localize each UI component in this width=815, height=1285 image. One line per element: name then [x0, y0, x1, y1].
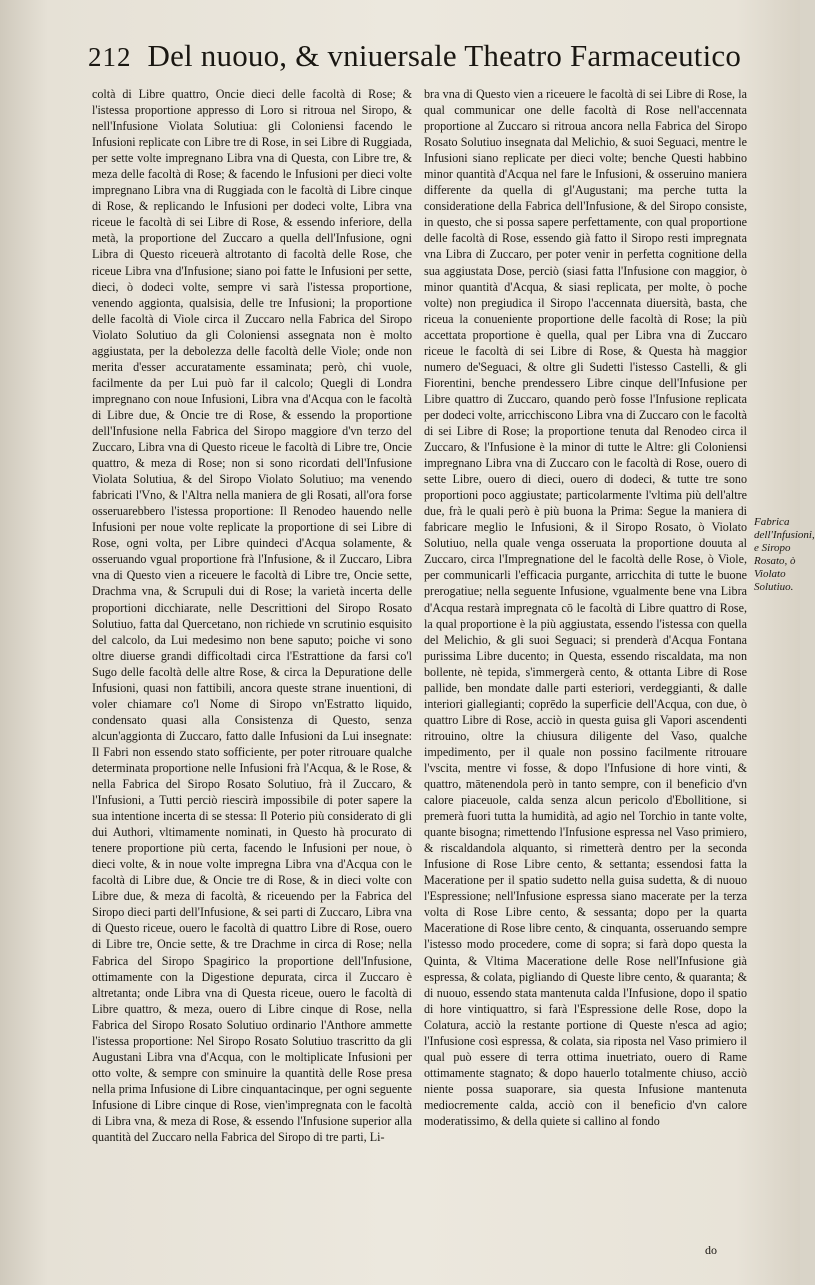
catchword: do [705, 1243, 717, 1257]
page-number: 212 [88, 42, 132, 72]
right-column-text: bra vna di Questo vien a riceuere le facoltà di sei Libre di Rose, la qual communicar one delle facoltà di Rose nell'accennata proportione al Zuccaro si ritroua ancora nella Fabrica del Siropo Rosato Solutiuo insegnata dal Melichio, & suoi Seguaci, mentre le Infusioni siano replicate per dieci volte; benche Questi habbino minor quantità d'Acqua nel fare le Infusioni, & osseruino maniera differente da quella di gl'Augustani; ma perche tutta la consideratione della Fabrica dell'Infusione, & del Siropo consiste, in questo, che si possa sapere perfettamente, con qual proportione delle facoltà di Rose, essendo già fatto il Siropo resti impregnata vna Libra di Zuccaro, per poter venir in perfetta cognitione della sua aggiustata Dose, perciò (siasi fatta l'Infusione con maggior, ò minor quantità d'Acqua, & siasi replicata, per molte, ò poche volte) non pregiudica il Siropo l'accennata diuersità, basta, che riceua la conueniente proportione delle facoltà di Rose; la più accettata proportione è quella, qual per Libra vna di Zuccaro riceue le facoltà di sei Libre di Rose, & Questa hà maggior numero de'Seguaci, & oltre gli Sudetti l'istesso Castelli, & gli Fiorentini, benche prendessero Libre cinque dell'Infusione per Libre quattro di Zuccaro, quando però fosse l'Infusione replicata per dodeci volte, arricchiscono Libra vna di Zuccaro con le facoltà di sei Libre di Rose; la proportione tenuta dal Renodeo circa il Zuccaro, & l'Infusione è la minor di tutte le Altre: gli Coloniensi impregnano Libra vna di Zuccaro con le facoltà di Rose, ouero di sette Libre, ouero di dieci, ouero di dodeci, & tutte tre sono proportioni poco aggiustate; particolarmente l'vltima più dell'altre due, frà le quali però è più buona la Prima: Segue la maniera di fabricare meglio le Infusioni, & il Siropo Rosato, ò Violato Solutiuo, nella quale venga osseruata la proportione douuta al Zuccaro, circa l'Impregnatione del le facoltà delle Rose, ò Viole, per communicarli l'efficacia purgante, arricchita di tutte le buone prerogatiue; nella seguente Infusione, vgualmente bene vna Libra d'Acqua restarà impregnata cō le facoltà di Libre quattro di Rose, la qual proportione è la più aggiustata, essendo l'istessa con quella del Melichio, & gli suoi Seguaci; si prenderà d'Acqua Fontana purissima Libre ducento; in Questa, essendo riscaldata, ma non bollente, nè tepida, s'immergerà cento, & ottanta Libre di Rose pallide, ben mondate dalle parti esteriori, verdeggianti, & dalle interiori giallegianti; coprēdo la superficie dell'Acqua, con due, ò quattro Libre di Rose, acciò in questa guisa gli Vapori ascendenti ritrouino, oltre la chiusura diligente del Vaso, qualche impedimento, per il quale non possino facilmente ritrouare l'vscita, mentre vi fosse, & dopo l'Infusione di hore vinti, & quattro, mātenendola però in tanto sempre, con il beneficio d'vn calore piaceuole, calda senza alcun pericolo d'Ebollitione, si premerà fuori tutta la humidità, ad agio nel Torchio in tante volte, quante bisogna; rimettendo l'Infusione espressa nel Vaso primiero, & riscaldandola alquanto, si rimetterà dentro per la seconda Infusione di Rose Libre cento, & settanta; essendosi fatta la Maceratione per il spatio sudetto nella guisa sudetta, & di nuouo l'Espressione; nell'Infusione espressa siano macerate per la terza volta di Rose Libre cento, & sessanta; dopo per la quarta Maceratione di Rose libre cento, & cinquanta, osseruando sempre l'istesso modo procedere, come di sopra; si farà dopo questa la Quinta, & Vltima Maceratione delle Rose nell'Infusione già espressa, & colata, pigliando di Queste libre cento, & quaranta; & di nuouo, essendo stata mantenuta calda l'Infusione, dopo il spatio di hore vintiquattro, si farà l'Espressione delle Rose, dopo la Colatura, acciò la restante portione di Queste n'esca ad agio; l'Infusione così espressa, & colata, sia riposta nel Vaso primiero il qual può essere di terra ottima inuetriato, ouero di Rame ottimamente stagnato; & dopo hauerlo totalmente chiuso, acciò niente possa suaporare, sia questa Infusione mantenuta mediocremente calda, acciò con il beneficio d'vn calore moderatissimo, & della quiete si callino al fondo [424, 87, 747, 1128]
running-title: Del nuouo, & vniuersale Theatro Farmaceutico [147, 38, 742, 73]
left-text-column [92, 86, 412, 1236]
page-header [88, 38, 768, 84]
right-text-column [424, 86, 747, 1261]
marginal-note: Fabrica dell'Infusioni, e Siropo Rosato, ò Violato Solutiuo. [754, 516, 815, 593]
left-column-text: coltà di Libre quattro, Oncie dieci delle facoltà di Rose; & l'istessa proportione appresso di Loro si ritroua nel Siropo, & nell'Infusione Violata Solutiua: gli Coloniensi facendo le Infusioni replicate con Libre tre di Rose, in sei Libre di Ruggiada, per sette volte impregnano Libra vna di Questa, con Libre tre, & meza delle facoltà di Rose; & facendo le Infusioni per dieci volte impregnano Libra vna di Ruggiada con le facoltà di Libre cinque di Rose, & replicando le Infusioni per dodeci volte, Libra vna riceue le facoltà di sei Libre di Rose, & essendo inferiore, della metà, la proportione del Zuccaro a quella dell'Infusione, ogni Libra di Questo riceuerà altrotanto di facoltà delle Rose, che riceue Libra vna d'Infusione; siano poi fatte le Infusioni per sette, dieci, ò dodeci volte, sempre vi sarà l'istessa proportione, venendo aggionta, qualsisia, delle tre Infusioni; la proportione delle facoltà di Viole circa il Zuccaro nella Fabrica del Siropo Violato Solutiuo da gli Coloniensi assegnata non è molto aggiustata, per la debolezza delle facoltà delle Viole; onde non merita d'esser accuratamente essaminata; però, chi vuole, facilmente da per Lui può far il calcolo; Quegli di Londra impregnano con noue Infusioni, Libra vna d'Acqua con le facoltà di Libre due, & Oncie tre di Rose, & essendo la proportione dell'Infusione nella Fabrica del Siropo maggiore d'vn terzo del Zuccaro, Libra vna di Questo riceue le facoltà di Libre tre, Oncie quattro, & meza di Rose; non si sono ricordati dell'Infusione Violata Solutiua, & del Siropo Violato Solutiuo; ma venendo fabricati l'Vno, & l'Altra nella maniera de gli Rosati, all'ora forse osseruarebbero l'istessa proportione: Il Renodeo hauendo nelle Infusioni per noue volte replicate la proportione di sei Libre di Rose, ogni volta, per Libre quindeci d'Acqua solamente, & osseruando vgual proportione frà l'Infusione, & il Zuccaro, Libra vna di Questo vien a riceuere le facoltà di Libre tre, Oncie sette, Drachma vna, & Scrupuli dui di Rose; la varietà incerta delle proportioni dicchiarate, nelle Descrittioni del Siropo Rosato Solutiuo, fatta dal Quercetano, non richiede vn scrutinio esquisito del calcolo, da Lui medesimo non bene saputo; poiche vi sono oltre diuerse grandi difficoltadi circa l'Estrattione da farsi co'l Sugo delle facoltà delle altre Rose, & circa la Depuratione delle Infusioni, quasi non fattibili, ancora queste strane inuentioni, di voler chiamare co'l Nome di Siropo vn'Estratto liquido, condensato quasi alla Consistenza di Questo, senza alcun'aggionta di Zuccaro, fatto dalle Infusioni da Lui insegnate: Il Fabri non essendo stato sofficiente, per poter ritrouare qualche determinata proportione nelle Infusioni frà l'Acqua, & le Rose, & nella Fabrica del Siropo Rosato Solutiuo, frà il Zuccaro, & l'Infusioni, a Tutti perciò riescirà impossibile di poter sapere la sua intentione incerta di se stessa: Il Poterio più considerato di gli dui Authori, vltimamente nominati, in Questo hà procurato di tenere proportione più certa, facendo le Infusioni per noue, ò dieci volte, & in noue volte impregna Libra vna d'Acqua con le facoltà di Libre due, & Oncie tre di Rose, & in dieci volte con Libre due, & meza di facoltà, & riceuendo per la Fabrica del Siropo dieci parti dell'Infusione, & sei parti di Zuccaro, Libra vna di Questo riceue, ouero le facoltà di quattro Libre di Rose, ouero di Libre tre, Oncie sette, & tre Drachme in circa di Rose; nella Fabrica del Siropo Spagirico la proportione dell'Infusione, ottimamente con la Digestione depurata, circa il Zuccaro è altretanta; onde Libra vna di Questa riceue, ouero le facoltà di Libre quattro, & meza, ouero di Libre cinque di Rose, nella Fabrica del Siropo Rosato Solutiuo ordinario l'Anthore ammette l'istessa proportione: Nel Siropo Rosato Solutiuo trascritto da gli Augustani Libra vna d'Acqua, con le moltiplicate Infusioni per otto volte, & sempre con sminuire la quantità delle Rose presa nella prima Infusione di Libre cinquantacinque, per ogni seguente Infusione di Libre cinque di Rose, vien'impregnata con le facoltà di Libra vna, & meza di Rose, & essendo l'Infusione superior alla quantità del Zuccaro nella Fabrica del Siropo di tre parti, Li- [92, 87, 412, 1145]
